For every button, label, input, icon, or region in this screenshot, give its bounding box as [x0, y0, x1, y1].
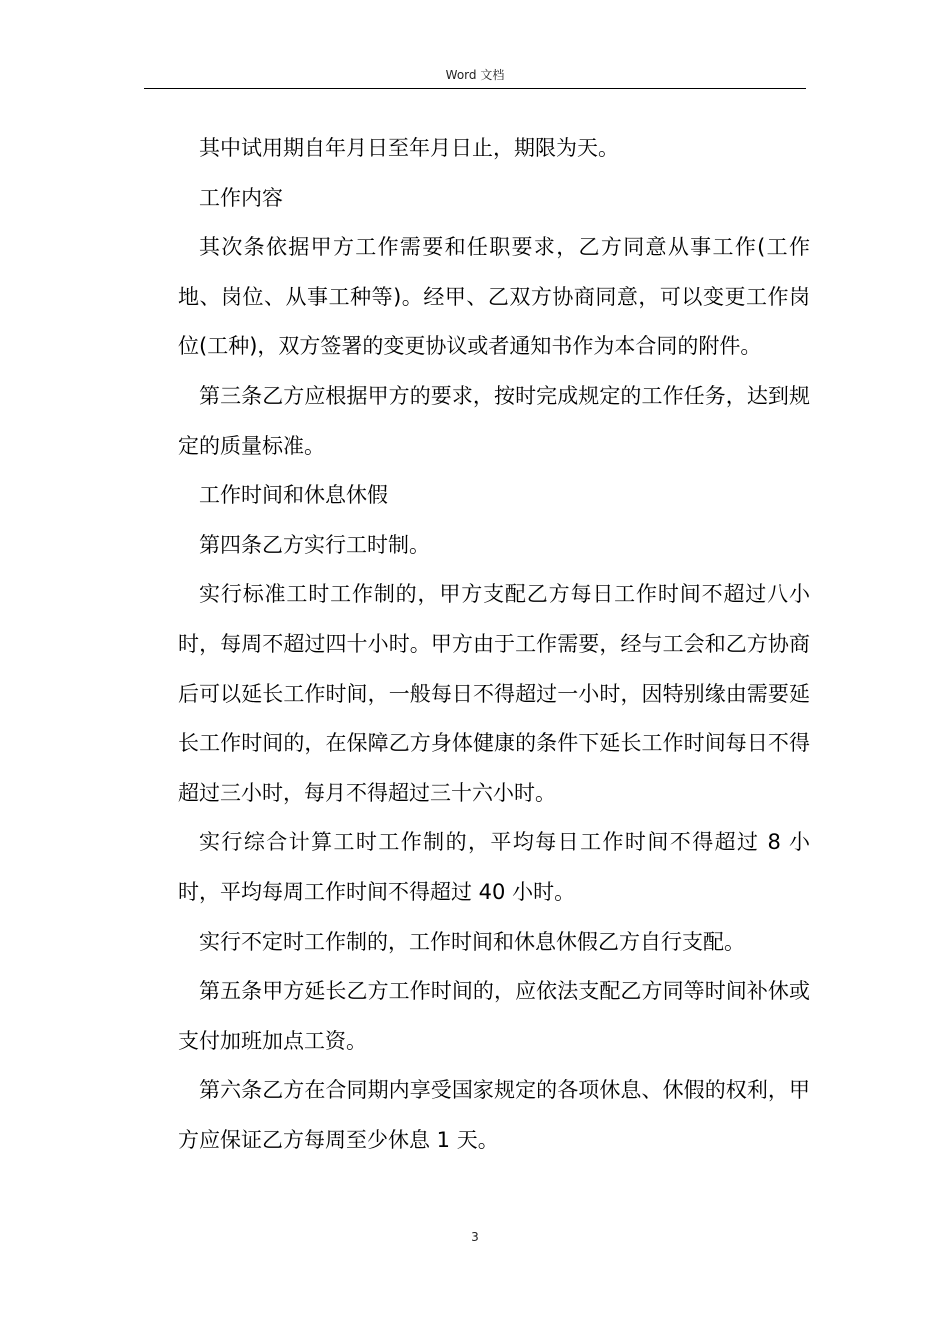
- paragraph-comprehensive-hours: 实行综合计算工时工作制的，平均每日工作时间不得超过 8 小时，平均每周工作时间不得超过 40 小时。: [178, 830, 810, 904]
- paragraph-standard-hours: 实行标准工时工作制的，甲方支配乙方每日工作时间不超过八小时，每周不超过四十小时。甲方由于工作需要，经与工会和乙方协商后可以延长工作时间，一般每日不得超过一小时，因特别缘由需要延长工作时间的，在保障乙方身体健康的条件下延长工作时间每日不得超过三小时，每月不得超过三十六小时。: [178, 582, 810, 805]
- document-body: [178, 124, 810, 1165]
- section-heading-work-hours-and-rest: 工作时间和休息休假: [199, 483, 388, 508]
- header-divider: [144, 88, 806, 89]
- page-number: 3: [471, 1230, 479, 1244]
- paragraph-article-5: 第五条甲方延长乙方工作时间的，应依法支配乙方同等时间补休或支付加班加点工资。: [178, 979, 810, 1053]
- page-header: Word 文档: [445, 68, 505, 82]
- paragraph-article-4: 第四条乙方实行工时制。: [199, 532, 430, 557]
- paragraph-article-3: 第三条乙方应根据甲方的要求，按时完成规定的工作任务，达到规定的质量标准。: [178, 383, 810, 458]
- paragraph-article-6: 第六条乙方在合同期内享受国家规定的各项休息、休假的权利，甲方应保证乙方每周至少休息 1 天。: [178, 1078, 810, 1152]
- paragraph-article-2: 其次条依据甲方工作需要和任职要求，乙方同意从事工作(工作地、岗位、从事工种等)。经甲、乙双方协商同意，可以变更工作岗位(工种)，双方签署的变更协议或者通知书作为本合同的附件。: [178, 235, 810, 359]
- section-heading-work-content: 工作内容: [199, 185, 283, 210]
- paragraph-flexible-hours: 实行不定时工作制的，工作时间和休息休假乙方自行支配。: [199, 929, 745, 954]
- paragraph-probation-period: 其中试用期自年月日至年月日止，期限为天。: [199, 136, 619, 160]
